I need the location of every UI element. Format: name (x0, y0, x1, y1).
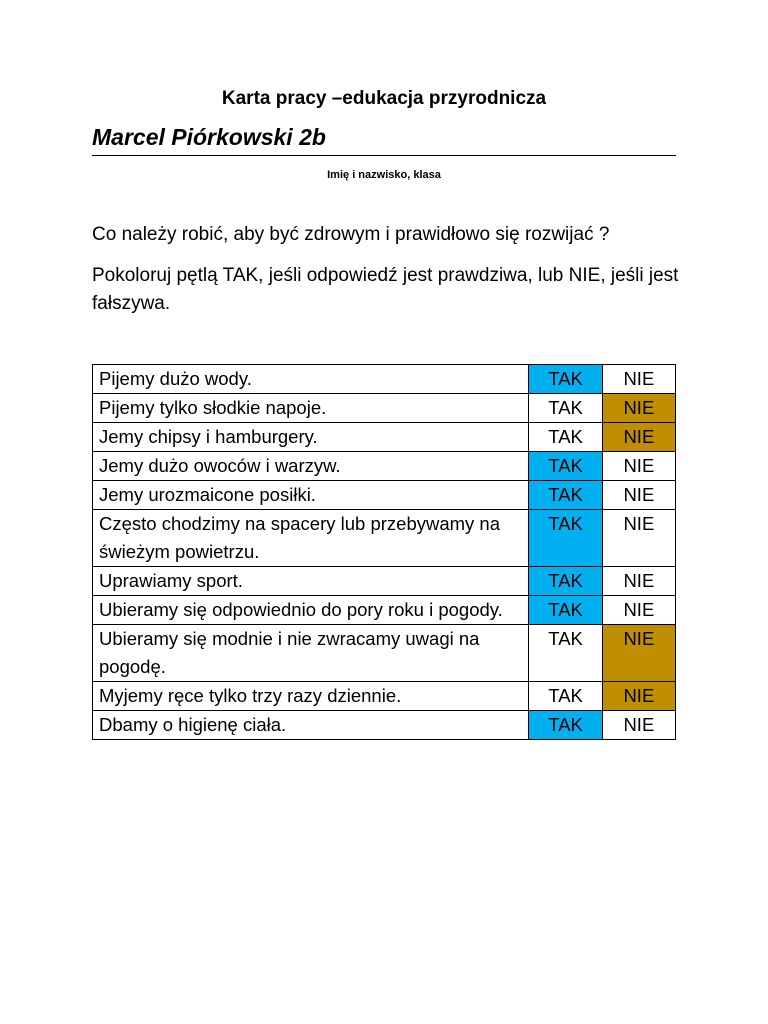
table-row (93, 510, 676, 567)
tak-answer-cell[interactable]: TAK (529, 423, 602, 452)
statement-cell: Jemy chipsy i hamburgery. (93, 423, 529, 452)
nie-answer-cell[interactable]: NIE (602, 596, 675, 625)
table-row (93, 452, 676, 481)
student-name: Marcel Piórkowski 2b (92, 124, 326, 150)
table-row (93, 596, 676, 625)
tak-answer-cell[interactable]: TAK (529, 711, 602, 740)
table-row (93, 682, 676, 711)
statement-cell: Pijemy dużo wody. (93, 365, 529, 394)
tak-answer-cell[interactable]: TAK (529, 567, 602, 596)
tak-answer-cell[interactable]: TAK (529, 452, 602, 481)
statement-cell: Dbamy o higienę ciała. (93, 711, 529, 740)
tak-answer-cell[interactable]: TAK (529, 596, 602, 625)
table-row (93, 365, 676, 394)
nie-answer-cell[interactable]: NIE (602, 625, 675, 682)
statement-cell: Często chodzimy na spacery lub przebywamy na świeżym powietrzu. (93, 510, 529, 567)
statement-cell: Pijemy tylko słodkie napoje. (93, 394, 529, 423)
statement-cell: Myjemy ręce tylko trzy razy dziennie. (93, 682, 529, 711)
nie-answer-cell[interactable]: NIE (602, 452, 675, 481)
true-false-table (92, 364, 676, 740)
name-underline (92, 155, 676, 156)
nie-answer-cell[interactable]: NIE (602, 567, 675, 596)
tak-answer-cell[interactable]: TAK (529, 682, 602, 711)
nie-answer-cell[interactable]: NIE (602, 481, 675, 510)
table-row (93, 711, 676, 740)
tak-answer-cell[interactable]: TAK (529, 625, 602, 682)
nie-answer-cell[interactable]: NIE (602, 365, 675, 394)
nie-answer-cell[interactable]: NIE (602, 423, 675, 452)
tak-answer-cell[interactable]: TAK (529, 365, 602, 394)
tak-answer-cell[interactable]: TAK (529, 481, 602, 510)
statement-cell: Jemy urozmaicone posiłki. (93, 481, 529, 510)
tak-answer-cell[interactable]: TAK (529, 510, 602, 567)
worksheet-title: Karta pracy –edukacja przyrodnicza (221, 88, 547, 109)
nie-answer-cell[interactable]: NIE (602, 711, 675, 740)
nie-answer-cell[interactable]: NIE (602, 394, 675, 423)
statement-cell: Uprawiamy sport. (93, 567, 529, 596)
instruction-text: Pokoloruj pętlą TAK, jeśli odpowiedź jest prawdziwa, lub NIE, jeśli jest fałszywa. (92, 265, 679, 314)
statement-cell: Ubieramy się odpowiednio do pory roku i pogody. (93, 596, 529, 625)
name-caption: Imię i nazwisko, klasa (327, 169, 441, 181)
question-text: Co należy robić, aby być zdrowym i prawidłowo się rozwijać ? (92, 224, 610, 245)
table-row (93, 423, 676, 452)
table-body (93, 365, 676, 740)
table-row (93, 394, 676, 423)
table-row (93, 567, 676, 596)
tak-answer-cell[interactable]: TAK (529, 394, 602, 423)
table-row (93, 481, 676, 510)
nie-answer-cell[interactable]: NIE (602, 682, 675, 711)
table-row (93, 625, 676, 682)
statement-cell: Jemy dużo owoców i warzyw. (93, 452, 529, 481)
statement-cell: Ubieramy się modnie i nie zwracamy uwagi na pogodę. (93, 625, 529, 682)
nie-answer-cell[interactable]: NIE (602, 510, 675, 567)
